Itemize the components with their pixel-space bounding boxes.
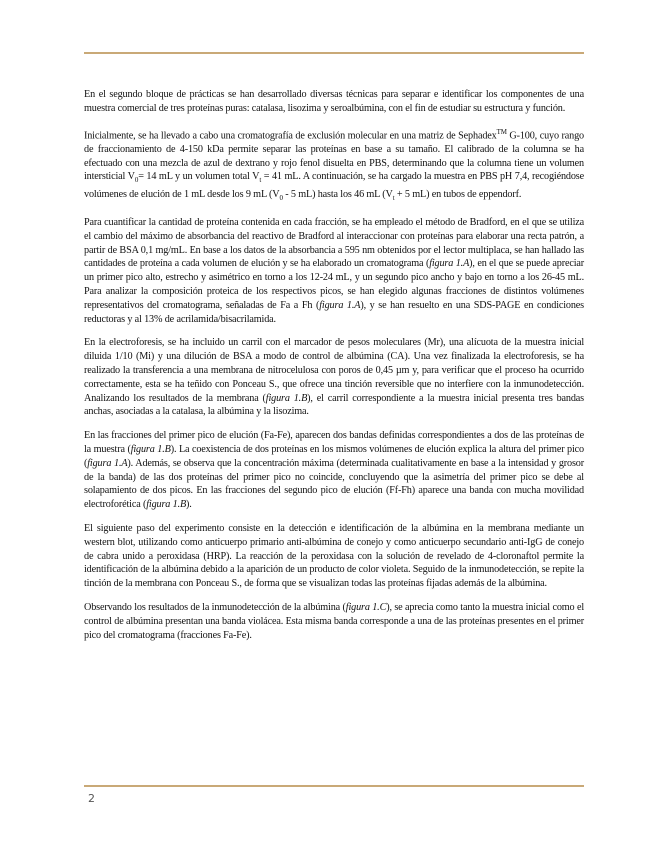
text-run: ), en el que se puede apreciar un primer pico alto, estrecho y asimétrico en torno a los 12-24 mL, y un segundo pico ancho y bajo en torno a los 26-45 mL. Para analizar la composición proteica de los respectivos picos, se han elegido algunas fracciones de distintos volúmenes representativos del cromatograma, señaladas de Fa a Fh ( <box>84 258 584 311</box>
text-run: = 14 mL y un volumen total V <box>138 171 260 183</box>
paragraph <box>84 429 584 512</box>
page-number: 2 <box>88 792 95 805</box>
text-run: ). Además, se observa que la concentración máxima (determinada cualitativamente en base a la intensidad y grosor de la banda) de las dos proteínas del primer pico no coincide, concluyendo que la asimetría del primer pico se debe al solapamiento de dos picos. En las fracciones del segundo pico de elución (Ff-Fh) aparece una banda con mucha movilidad electroforética ( <box>84 457 584 511</box>
figure-reference: figura 1.B <box>130 443 171 455</box>
header-rule <box>84 52 584 54</box>
paragraph <box>84 126 584 206</box>
script-text: 0 <box>134 176 139 185</box>
paragraph <box>84 601 584 642</box>
text-run: G-100, cuyo rango de fraccionamiento de 4-150 kDa permite separar las proteínas en base a su tamaño. El calibrado de la columna se ha efectuado con una mezcla de azul de dextrano y rojo fenol disuelta en PBS, determinando que la columna tiene un volumen intersticial V <box>84 129 584 183</box>
text-run: Observando los resultados de la inmunodetección de la albúmina ( <box>84 601 346 613</box>
text-run: + 5 mL) en tubos de eppendorf. <box>394 189 522 201</box>
figure-reference: figura 1.A <box>319 299 361 311</box>
text-run: ), se aprecia como tanto la muestra inicial como el control de albúmina presentan una banda violácea. Esta misma banda corresponde a una de las proteínas presentes en el primer pico del cromatograma (fracciones Fa-Fe). <box>84 601 585 641</box>
paragraph <box>84 336 584 419</box>
paragraph <box>84 522 584 591</box>
text-run: - 5 mL) hasta los 46 mL (V <box>282 189 393 201</box>
text-run: En el segundo bloque de prácticas se han desarrollado diversas técnicas para separar e identificar los componentes de una muestra comercial de tres proteínas puras: catalasa, lisozima y seroalbúmina, con el fin de estudiar su estructura y función. <box>84 89 584 114</box>
text-run: Para cuantificar la cantidad de proteína contenida en cada fracción, se ha empleado el método de Bradford, en el que se utiliza el cambio del máximo de absorbancia del reactivo de Bradford al interaccionar con proteínas para elaborar una recta patrón, a partir de BSA 0,1 mg/mL. En base a los datos de la absorbancia a 595 nm obtenidos por el lector multiplaca, se han hallado las cantidades de proteína a cada volumen de elución y se ha elaborado un cromatograma ( <box>84 217 584 270</box>
script-text: 0 <box>279 194 283 203</box>
script-text: TM <box>496 127 507 136</box>
footer-rule <box>84 785 584 787</box>
text-run: Inicialmente, se ha llevado a cabo una cromatografía de exclusión molecular en una matriz de Sephadex <box>84 129 497 141</box>
script-text: t <box>259 176 262 185</box>
figure-reference: figura 1.C <box>345 601 387 613</box>
figure-reference: figura 1.B <box>265 392 308 404</box>
document-body <box>84 88 584 642</box>
figure-reference: figura 1.A <box>87 457 128 469</box>
paragraph <box>84 88 584 116</box>
text-run: ), y se han resuelto en una SDS-PAGE en condiciones reductoras y al 13% de acrilamida/bisacrilamida. <box>84 299 584 325</box>
text-run: ), el carril correspondiente a la muestra inicial presenta tres bandas anchas, asociadas a la catalasa, la albúmina y la lisozima. <box>84 392 584 418</box>
paragraph <box>84 216 584 326</box>
figure-reference: figura 1.B <box>146 499 187 511</box>
text-run: En la electroforesis, se ha incluido un carril con el marcador de pesos moleculares (Mr), una alícuota de la muestra inicial diluida 1/10 (Mi) y una dilución de BSA a modo de control de albúmina (CA). Una vez finalizada la electroforesis, se ha realizado la transferencia a una membrana de nitrocelulosa con poros de 0,45 µm y, para verificar que el proceso ha ocurrido correctamente, esta se ha teñido con Ponceau S., que ofrece una tinción reversible que no interfiere con la inmunodetección. Analizando los resultados de la membrana ( <box>84 337 584 404</box>
text-run: ). La coexistencia de dos proteínas en los mismos volúmenes de elución explica la altura del primer pico ( <box>84 443 584 469</box>
script-text: t <box>392 194 395 203</box>
text-run: ). <box>186 499 192 511</box>
text-run: = 41 mL. A continuación, se ha cargado la muestra en PBS pH 7,4, recogiéndose volúmenes de elución de 1 mL desde los 9 mL (V <box>84 171 584 201</box>
text-run: En las fracciones del primer pico de elución (Fa-Fe), aparecen dos bandas definidas correspondientes a dos de las proteínas de la muestra ( <box>84 430 584 455</box>
figure-reference: figura 1.A <box>429 258 470 270</box>
text-run: El siguiente paso del experimento consiste en la detección e identificación de la albúmina en la membrana mediante un western blot, utilizando como anticuerpo primario anti-albúmina de conejo y como anticuerpo secundario anti-IgG de conejo de cabra unido a peroxidasa (HRP). La reacción de la peroxidasa con la solución de revelado de 4-cloronaftol permite la identificación de la albúmina debido a la aparición de un producto de color violeta. Seguido de la inmunodetección, se repite la tinción de la membrana con Ponceau S., de forma que se visualizan todas las proteínas fijadas además de la albúmina. <box>84 522 584 590</box>
